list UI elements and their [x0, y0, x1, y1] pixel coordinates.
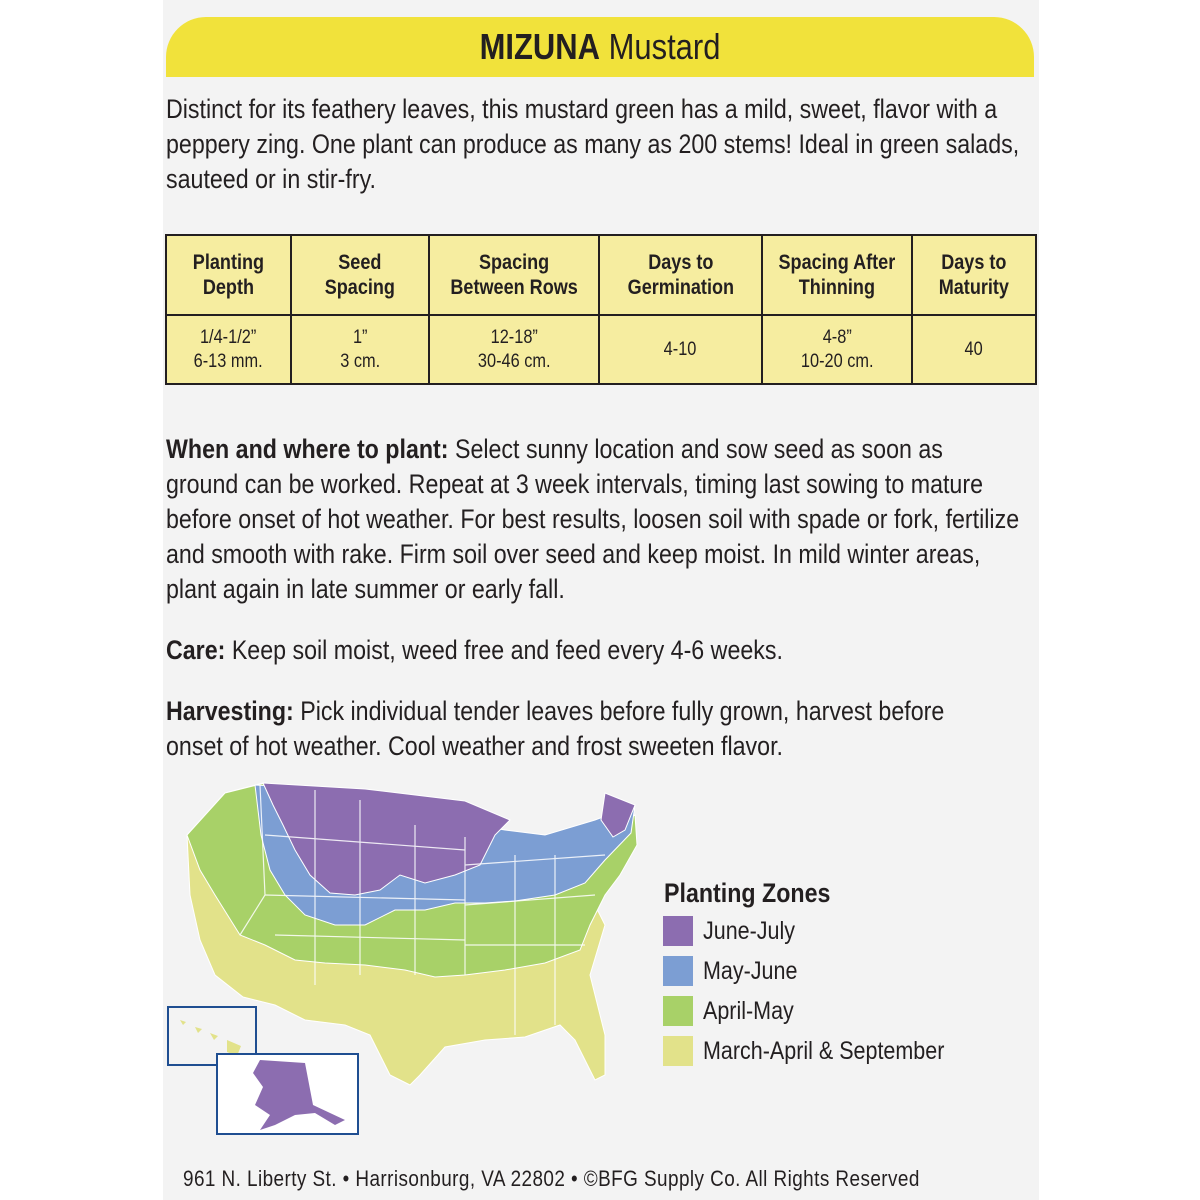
care-heading: Care:	[166, 635, 226, 665]
page-title: MIZUNA Mustard	[479, 26, 721, 67]
header-days-germination: Days to Germination	[599, 235, 762, 315]
table-value-row	[166, 315, 1036, 384]
swatch-blue	[663, 956, 693, 986]
legend-item-june-july: June-July	[663, 916, 810, 946]
harvesting-heading: Harvesting:	[166, 696, 294, 726]
legend-item-may-june: May-June	[663, 956, 813, 986]
value-days-germination: 4-10	[599, 315, 762, 384]
when-where-heading: When and where to plant:	[166, 434, 449, 464]
header-planting-depth: Planting Depth	[166, 235, 291, 315]
header-spacing-thinning: Spacing After Thinning	[762, 235, 912, 315]
hawaii-islands	[180, 1020, 241, 1056]
title-banner	[166, 17, 1034, 77]
legend-item-march-april-september: March-April & September	[663, 1036, 984, 1066]
swatch-green	[663, 996, 693, 1026]
value-row-spacing: 12-18” 30-46 cm.	[429, 315, 599, 384]
when-where-section: When and where to plant: Select sunny location and sow seed as soon as ground can be worked. Repeat at 3 week intervals, timing last sowing to mature before onset of hot weather. For best results, loosen soil with spade or fork, fertilize and smooth with rake. Firm soil over seed and keep moist. In mild winter areas, plant again in late summer or early fall.	[166, 434, 1020, 604]
swatch-yellow	[663, 1036, 693, 1066]
legend-item-april-may: April-May	[663, 996, 809, 1026]
header-row-spacing: Spacing Between Rows	[429, 235, 599, 315]
planting-zone-map	[165, 775, 645, 1135]
value-days-maturity: 40	[912, 315, 1036, 384]
care-section: Care: Keep soil moist, weed free and feed every 4-6 weeks.	[166, 635, 783, 665]
growing-info-table	[165, 234, 1037, 385]
table-header-row	[166, 235, 1036, 315]
value-seed-spacing: 1” 3 cm.	[291, 315, 429, 384]
harvesting-section: Harvesting: Pick individual tender leaves before fully grown, harvest before onset of hot weather. Cool weather and frost sweeten flavor.	[166, 696, 945, 761]
swatch-purple	[663, 916, 693, 946]
header-seed-spacing: Seed Spacing	[291, 235, 429, 315]
legend-title: Planting Zones	[664, 878, 831, 908]
value-planting-depth: 1/4-1/2” 6-13 mm.	[166, 315, 291, 384]
footer-address: 961 N. Liberty St. • Harrisonburg, VA 22802 • ©BFG Supply Co. All Rights Reserved	[183, 1166, 920, 1191]
intro-description: Distinct for its feathery leaves, this mustard green has a mild, sweet, flavor with a peppery zing. One plant can produce as many as 200 stems! Ideal in green salads, sauteed or in stir-fry.	[166, 94, 1020, 194]
header-days-maturity: Days to Maturity	[912, 235, 1036, 315]
value-spacing-thinning: 4-8” 10-20 cm.	[762, 315, 912, 384]
